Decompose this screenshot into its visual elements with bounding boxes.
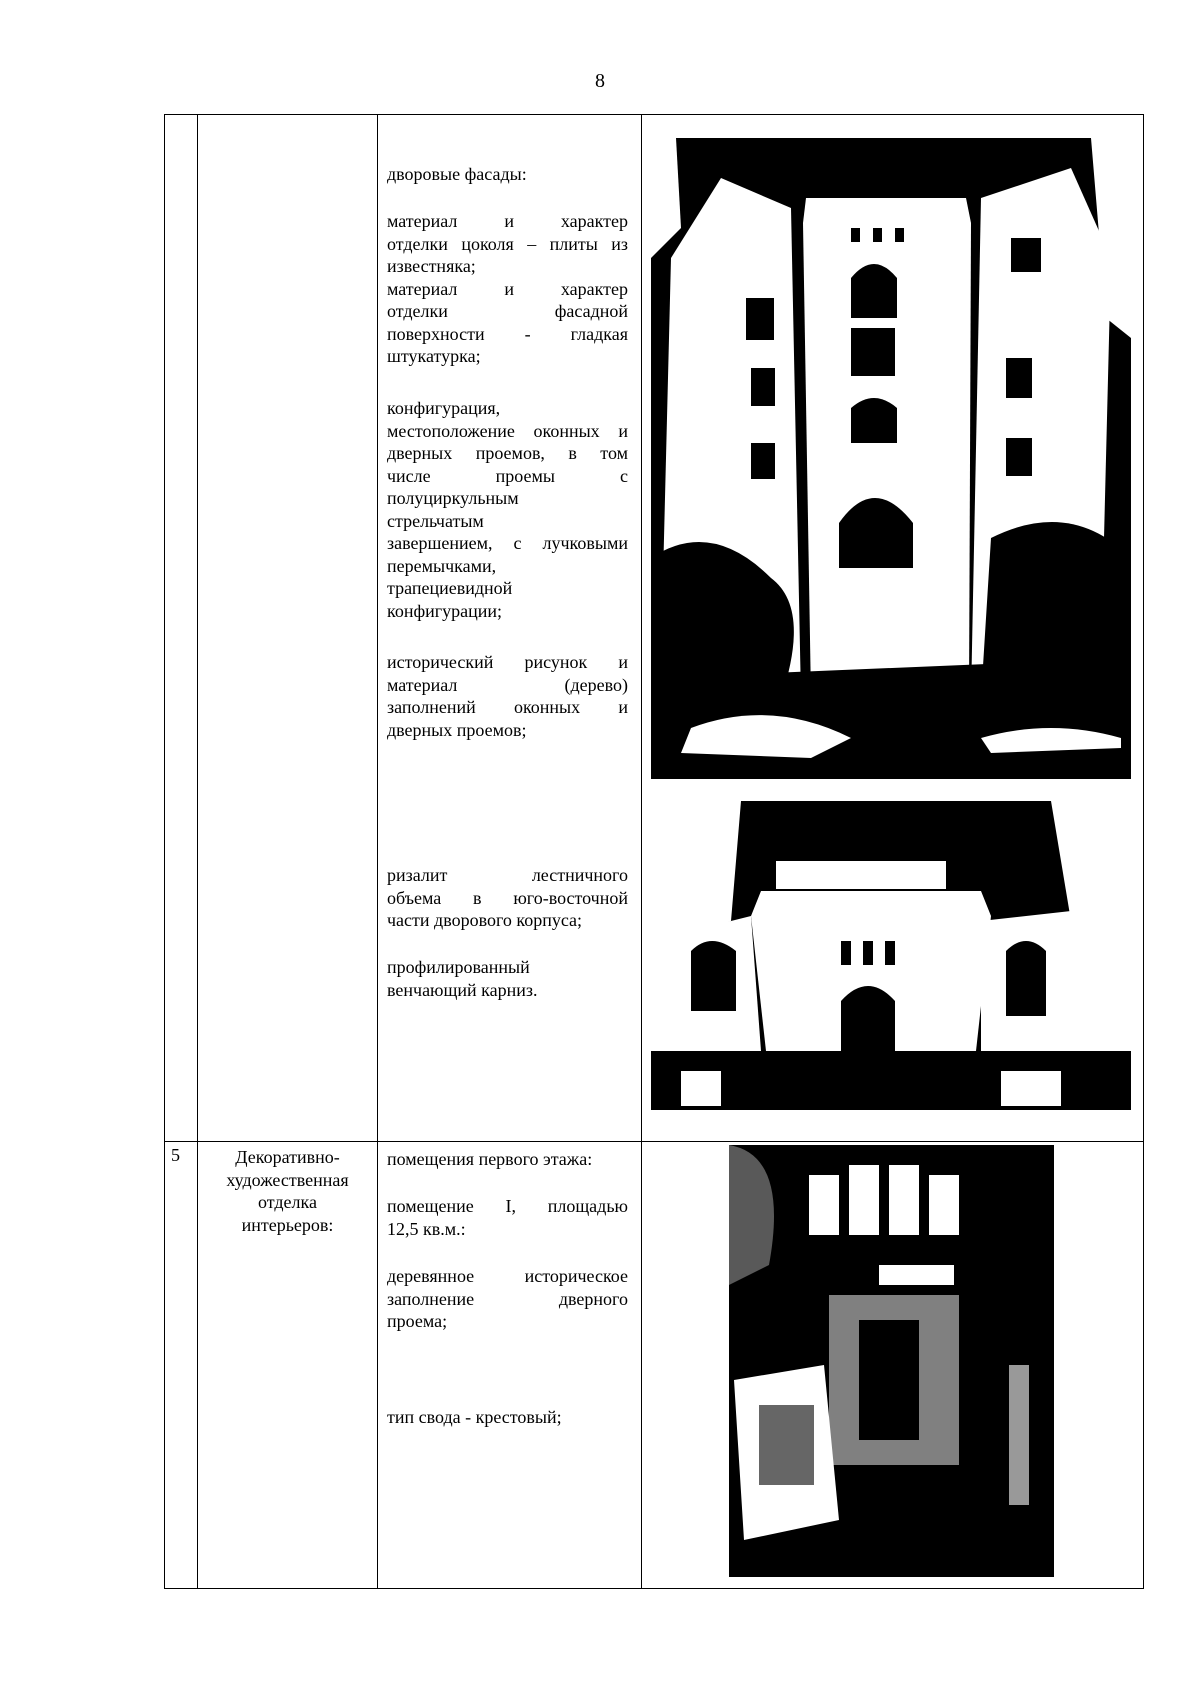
paragraph-crowning-cornice: профилированный венчающий карниз. — [387, 957, 538, 1000]
paragraph-finish-materials: материал и характер отделки цоколя – плиты из известняка; материал и характер отделки фасадной поверхности - гладкая штукатурка; — [387, 211, 628, 366]
paragraph-door-filling: деревянное историческое заполнение дверного проема; — [387, 1266, 628, 1331]
paragraph-historic-fillings: исторический рисунок и материал (дерево) заполнений оконных и дверных проемов; — [387, 652, 628, 740]
page-number: 8 — [595, 70, 605, 92]
section-title: Декоративно- художественная отделка интерьеров: — [226, 1147, 349, 1235]
number-cell — [165, 1142, 198, 1589]
paragraph-staircase-risalit: ризалит лестничного объема в юго-восточной части дворового корпуса; — [387, 865, 628, 930]
risalit-photo — [651, 801, 1131, 1110]
title-cell — [198, 115, 378, 1142]
courtyard-facade-photo — [651, 138, 1131, 779]
paragraph-first-floor: помещения первого этажа: — [387, 1149, 593, 1169]
paragraph-courtyard-facades: дворовые фасады: — [387, 164, 527, 184]
number-cell — [165, 115, 198, 1142]
title-cell — [198, 1142, 378, 1589]
interior-vault-photo — [729, 1145, 1054, 1577]
paragraph-openings-configuration: конфигурация, местоположение оконных и дверных проемов, в том числе проемы с полуциркульным стрельчатым завершением, с лучковыми перемычками, трапециевидной конфигурации; — [387, 398, 628, 621]
paragraph-vault-type: тип свода - крестовый; — [387, 1407, 562, 1427]
paragraph-room-area: помещение I, площадью 12,5 кв.м.: — [387, 1196, 628, 1239]
row-number: 5 — [171, 1145, 180, 1165]
